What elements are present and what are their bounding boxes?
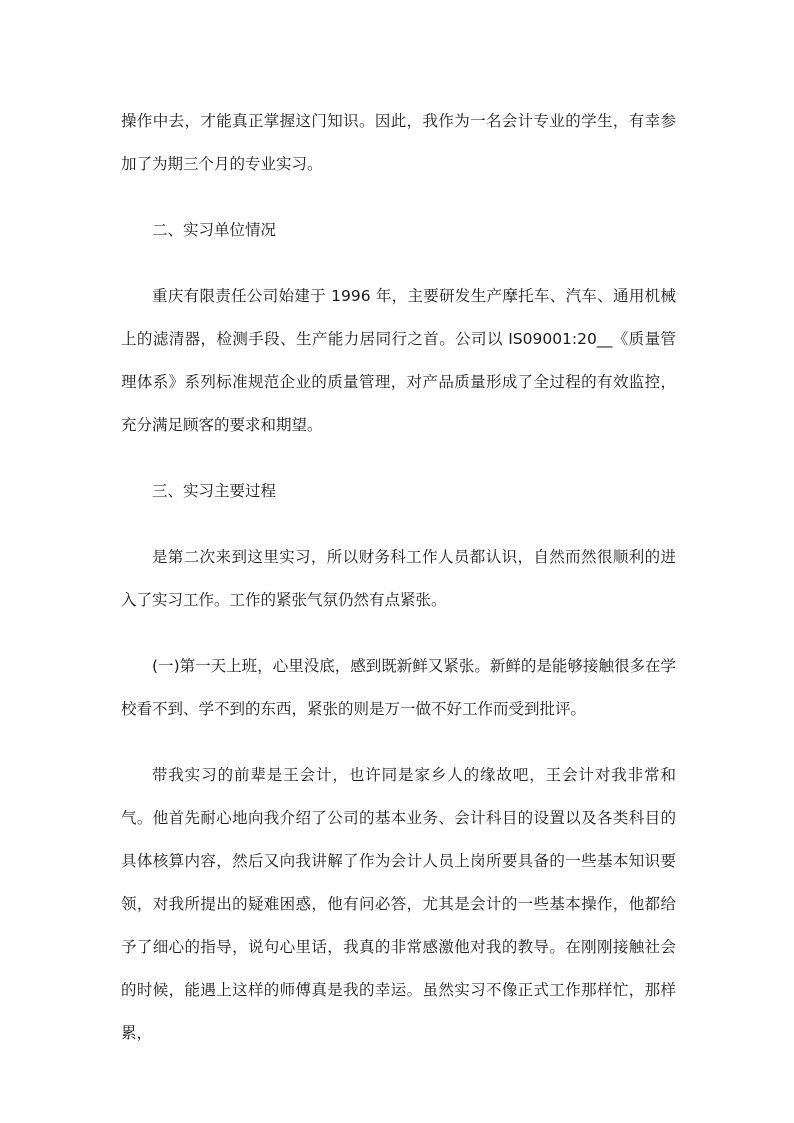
paragraph-mentor: 带我实习的前辈是王会计，也许同是家乡人的缘故吧，王会计对我非常和气。他首先耐心地向我介绍了公司的基本业务、会计科目的设置以及各类科目的具体核算内容，然后又向我讲解了作为会计人员上岗所要具备的一些基本知识要领，对我所提出的疑难困惑，他有问必答，尤其是会计的一些基本操作，他都给予了细心的指导，说句心里话，我真的非常感激他对我的教导。在刚刚接触社会的时候，能遇上这样的师傅真是我的幸运。虽然实习不像正式工作那样忙，那样累， [121, 766, 676, 1042]
document-body [121, 100, 676, 1078]
section-heading-internship-unit: 二、实习单位情况 [152, 221, 277, 239]
paragraph-second-visit: 是第二次来到这里实习，所以财务科工作人员都认识，自然而然很顺利的进入了实习工作。工作的紧张气氛仍然有点紧张。 [121, 548, 676, 609]
section-heading-internship-process: 三、实习主要过程 [152, 482, 277, 500]
paragraph-continuation: 操作中去，才能真正掌握这门知识。因此，我作为一名会计专业的学生，有幸参加了为期三个月的专业实习。 [121, 112, 676, 173]
paragraph-company-info: 重庆有限责任公司始建于 1996 年，主要研发生产摩托车、汽车、通用机械上的滤清器，检测手段、生产能力居同行之首。公司以 IS09001:20__《质量管理体系》系列标准规范企业的质量管理，对产品质量形成了全过程的有效监控，充分满足顾客的要求和期望。 [121, 287, 676, 434]
paragraph-first-day: (一)第一天上班，心里没底，感到既新鲜又紧张。新鲜的是能够接触很多在学校看不到、学不到的东西，紧张的则是万一做不好工作而受到批评。 [121, 657, 676, 718]
